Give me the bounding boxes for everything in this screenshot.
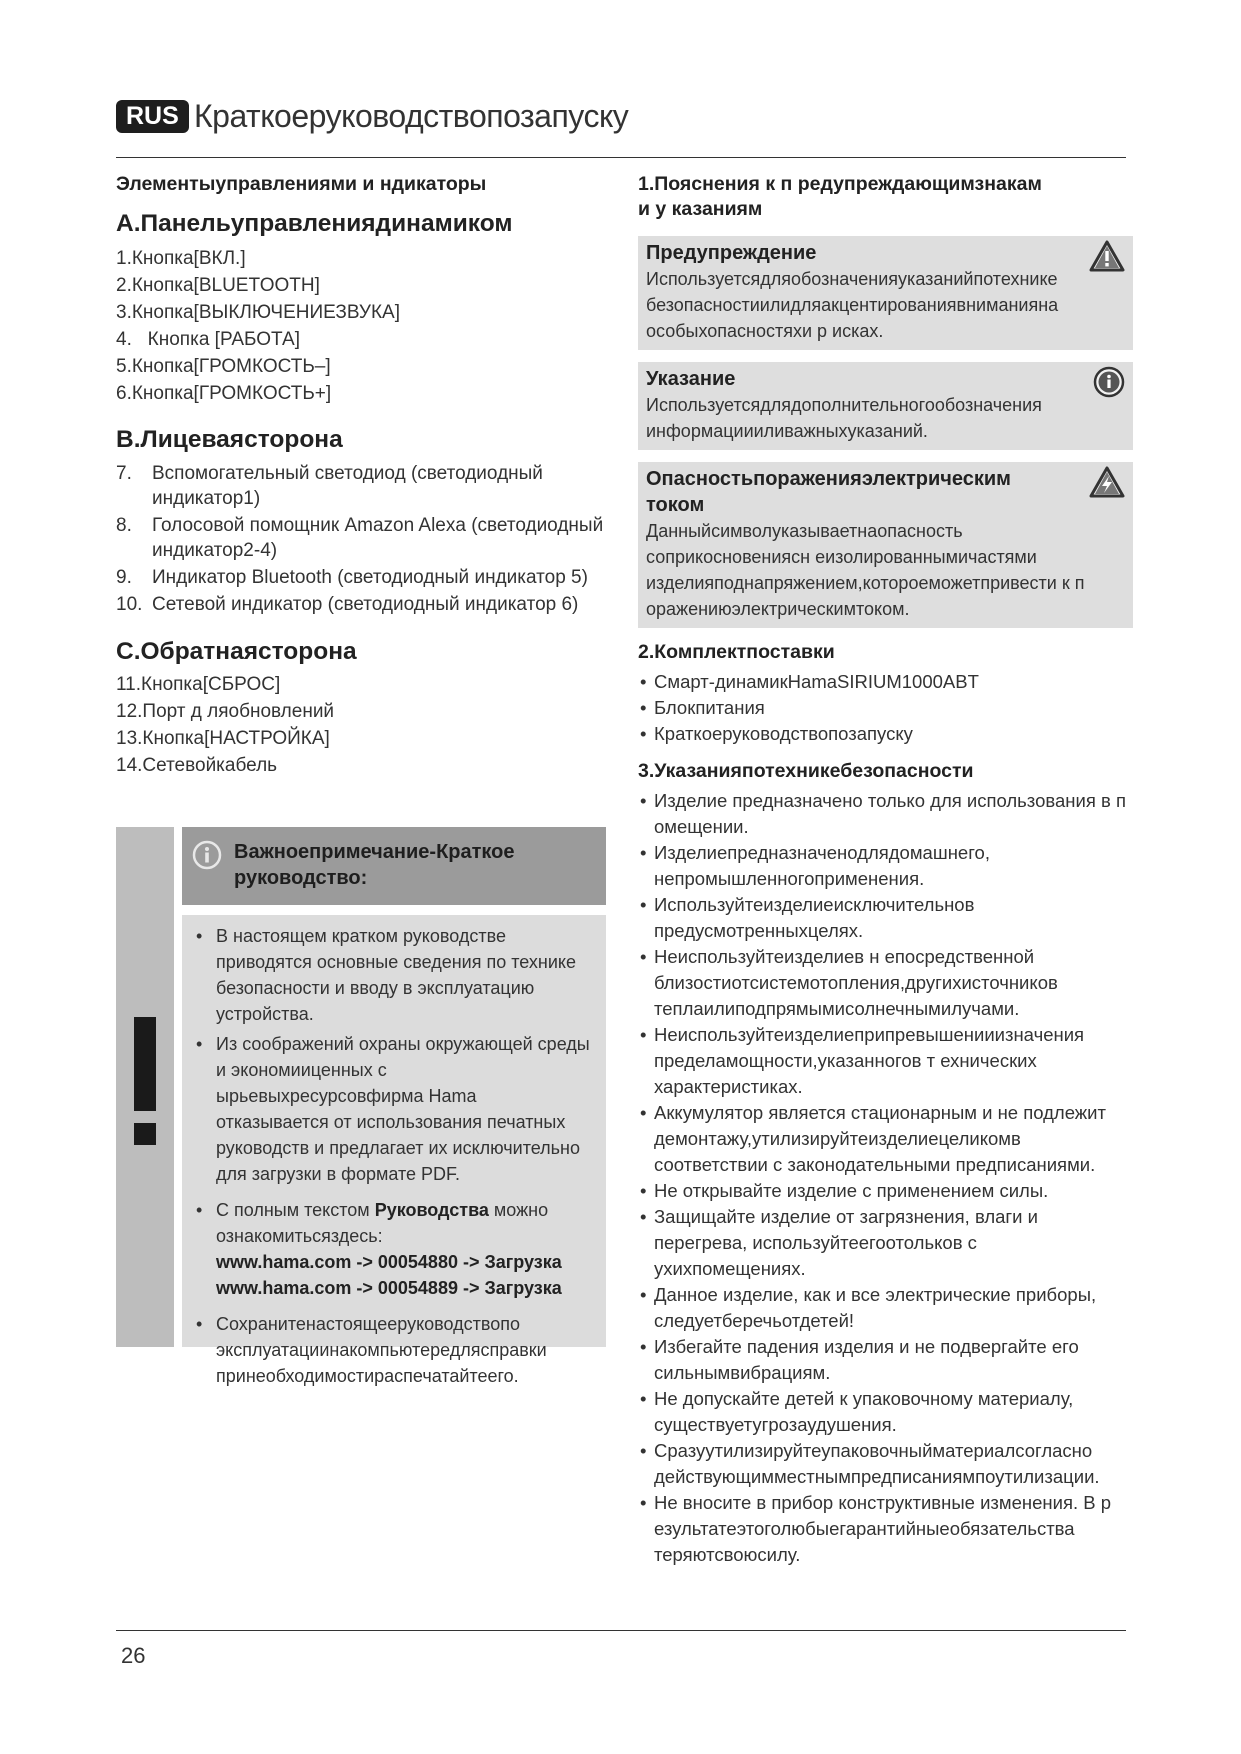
list-item: 14.Сетевойкабель (116, 755, 278, 776)
shock-warning-box (638, 462, 1133, 628)
section-b-list (116, 461, 606, 617)
list-item: • Неиспользуйтеизделиев н епосредственной близостиотсистемотопления,другихисточников теплаилиподпрямымисолнечнымилучами. (638, 944, 1133, 1022)
list-item: • Аккумулятор является стационарным и не подлежит демонтажу,утилизируйтеизделиецеликомв соответствии с законодательными предписаниями. (638, 1100, 1133, 1178)
list-item: • Не допускайте детей к упаковочному материалу, существуетугрозаудушения. (638, 1386, 1133, 1438)
list-item: 4. Кнопка [РАБОТА] (116, 329, 300, 350)
note-item: • Сохранитенастоящееруководствопо эксплуатациинакомпьютередлясправки принеобходимостираспечатайтеего. (196, 1311, 592, 1389)
list-item: • Защищайте изделие от загрязнения, влаги и перегрева, используйтеегоотольков с ухихпомещениях. (638, 1204, 1133, 1282)
page-number: 26 (121, 1643, 146, 1668)
list-item: • Изделиепредназначенодлядомашнего, непромышленногоприменения. (638, 840, 1133, 892)
warning-text: Используетсядляобозначенияуказанийпотехнике безопасностиилидляакцентированиявниманияна особыхопасностяхи р исках. (646, 269, 1059, 341)
important-note-box (116, 827, 606, 1386)
exclamation-icon (132, 1017, 158, 1147)
list-item: 10. Сетевой индикатор (светодиодный индикатор 6) (116, 594, 579, 615)
hint-title: Указание (646, 368, 736, 390)
list-item: • Данное изделие, как и все электрические приборы, следуетберечьотдетей! (638, 1282, 1133, 1334)
warning-triangle-icon (1089, 240, 1125, 272)
note-title: Важноепримечание-Краткое руководство: (234, 841, 515, 889)
info-icon (192, 840, 222, 870)
list-item: 12.Порт д ляобновлений (116, 701, 335, 722)
list-item: 6.Кнопка[ГРОМКОСТЬ+] (116, 383, 332, 404)
list-item: • Краткоеруководствопозапуску (638, 721, 1133, 747)
download-link-1[interactable]: www.hama.com -> 00054880 -> Загрузка (216, 1252, 562, 1272)
delivery-list (638, 669, 1133, 747)
note-item: • В настоящем кратком руководстве приводятся основные сведения по технике безопасности и вводу в эксплуатацию устройства. (196, 923, 592, 1027)
hint-text: Используетсядлядополнительногообозначения информациииливажныхуказаний. (646, 395, 1042, 441)
note-side-bar (116, 827, 174, 1347)
list-item: 5.Кнопка[ГРОМКОСТЬ–] (116, 356, 331, 377)
hint-box (638, 362, 1133, 450)
section-b-title: В.Лицеваясторона (116, 426, 343, 453)
shock-title: Опасностьпораженияэлектрическим током (646, 468, 1011, 516)
list-item: 2.Кнопка[BLUETOOTH] (116, 275, 320, 296)
section-1-heading: 1.Пояснения к п редупреждающимзнакам и у казаниям (638, 173, 1042, 220)
section-c-title: С.Обратнаясторона (116, 638, 357, 665)
warning-title: Предупреждение (646, 242, 817, 264)
section-2-heading: 2.Комплектпоставки (638, 641, 835, 663)
list-item: • Не открывайте изделие с применением силы. (638, 1178, 1133, 1204)
note-header (182, 827, 606, 905)
list-item: 7. Вспомогательный светодиод (светодиодный индикатор1) (116, 463, 543, 509)
list-item: 9. Индикатор Bluetooth (светодиодный индикатор 5) (116, 567, 588, 588)
warning-box (638, 236, 1133, 350)
right-column (638, 172, 1133, 1568)
note-item: • Из соображений охраны окружающей среды и экономииценных с ырьевыхресурсовфирма Hama отказывается от использования печатных руководств и предлагает их исключительно для загрузки в формате PDF. (196, 1031, 592, 1187)
list-item: 1.Кнопка[ВКЛ.] (116, 248, 246, 269)
list-item: • Блокпитания (638, 695, 1133, 721)
list-item: 11.Кнопка[СБРОС] (116, 674, 281, 695)
list-item: • Не вносите в прибор конструктивные изменения. В р езультатеэтоголюбыегарантийныеобязательства теряютсвоюсилу. (638, 1490, 1133, 1568)
list-item: • Используйтеизделиеисключительнов предусмотренныхцелях. (638, 892, 1133, 944)
info-icon (1093, 366, 1125, 398)
list-item: 3.Кнопка[ВЫКЛЮЧЕНИЕЗВУКА] (116, 302, 401, 323)
section-a-list (116, 245, 606, 407)
note-body (182, 915, 606, 1386)
list-item: • Избегайте падения изделия и не подвергайте его сильнымвибрациям. (638, 1334, 1133, 1386)
section-a-title: А.Панельуправлениядинамиком (116, 210, 513, 237)
controls-heading: Элементыуправлениями и ндикаторы (116, 173, 487, 195)
list-item: 8. Голосовой помощник Amazon Alexa (светодиодный индикатор2-4) (116, 515, 604, 561)
list-item: • Неиспользуйтеизделиеприпревышенииизначения пределамощности,указанногов т ехнических характеристиках. (638, 1022, 1133, 1100)
list-item: • Смарт-динамикHamaSIRIUM1000ABT (638, 669, 1133, 695)
electric-shock-icon (1089, 466, 1125, 498)
download-link-2[interactable]: www.hama.com -> 00054889 -> Загрузка (216, 1278, 562, 1298)
page-header (116, 98, 1126, 158)
list-item: • Сразуутилизируйтеупаковочныйматериалсогласно действующимместнымпредписаниямпоутилизации. (638, 1438, 1133, 1490)
footer-divider (116, 1630, 1126, 1631)
note-item: • С полным текстом Руководства можно ознакомитьсяздесь: www.hama.com -> 00054880 -> Загрузка www.hama.com -> 00054889 -> Загрузка (196, 1197, 592, 1301)
shock-text: Данныйсимволуказываетнаопасность соприкосновениясн еизолированнымичастями изделияподнапряжением,котороеможетпривести к п оражениюэлектрическимтоком. (646, 521, 1085, 619)
list-item: • Изделие предназначено только для использования в п омещении. (638, 788, 1133, 840)
safety-list (638, 788, 1133, 1568)
section-c-list (116, 671, 606, 779)
document-title: Краткоеруководствопозапуску (194, 98, 629, 134)
section-3-heading: 3.Указанияпотехникебезопасности (638, 760, 974, 782)
language-badge: RUS (116, 100, 189, 133)
list-item: 13.Кнопка[НАСТРОЙКА] (116, 728, 330, 749)
left-column (116, 172, 606, 1386)
